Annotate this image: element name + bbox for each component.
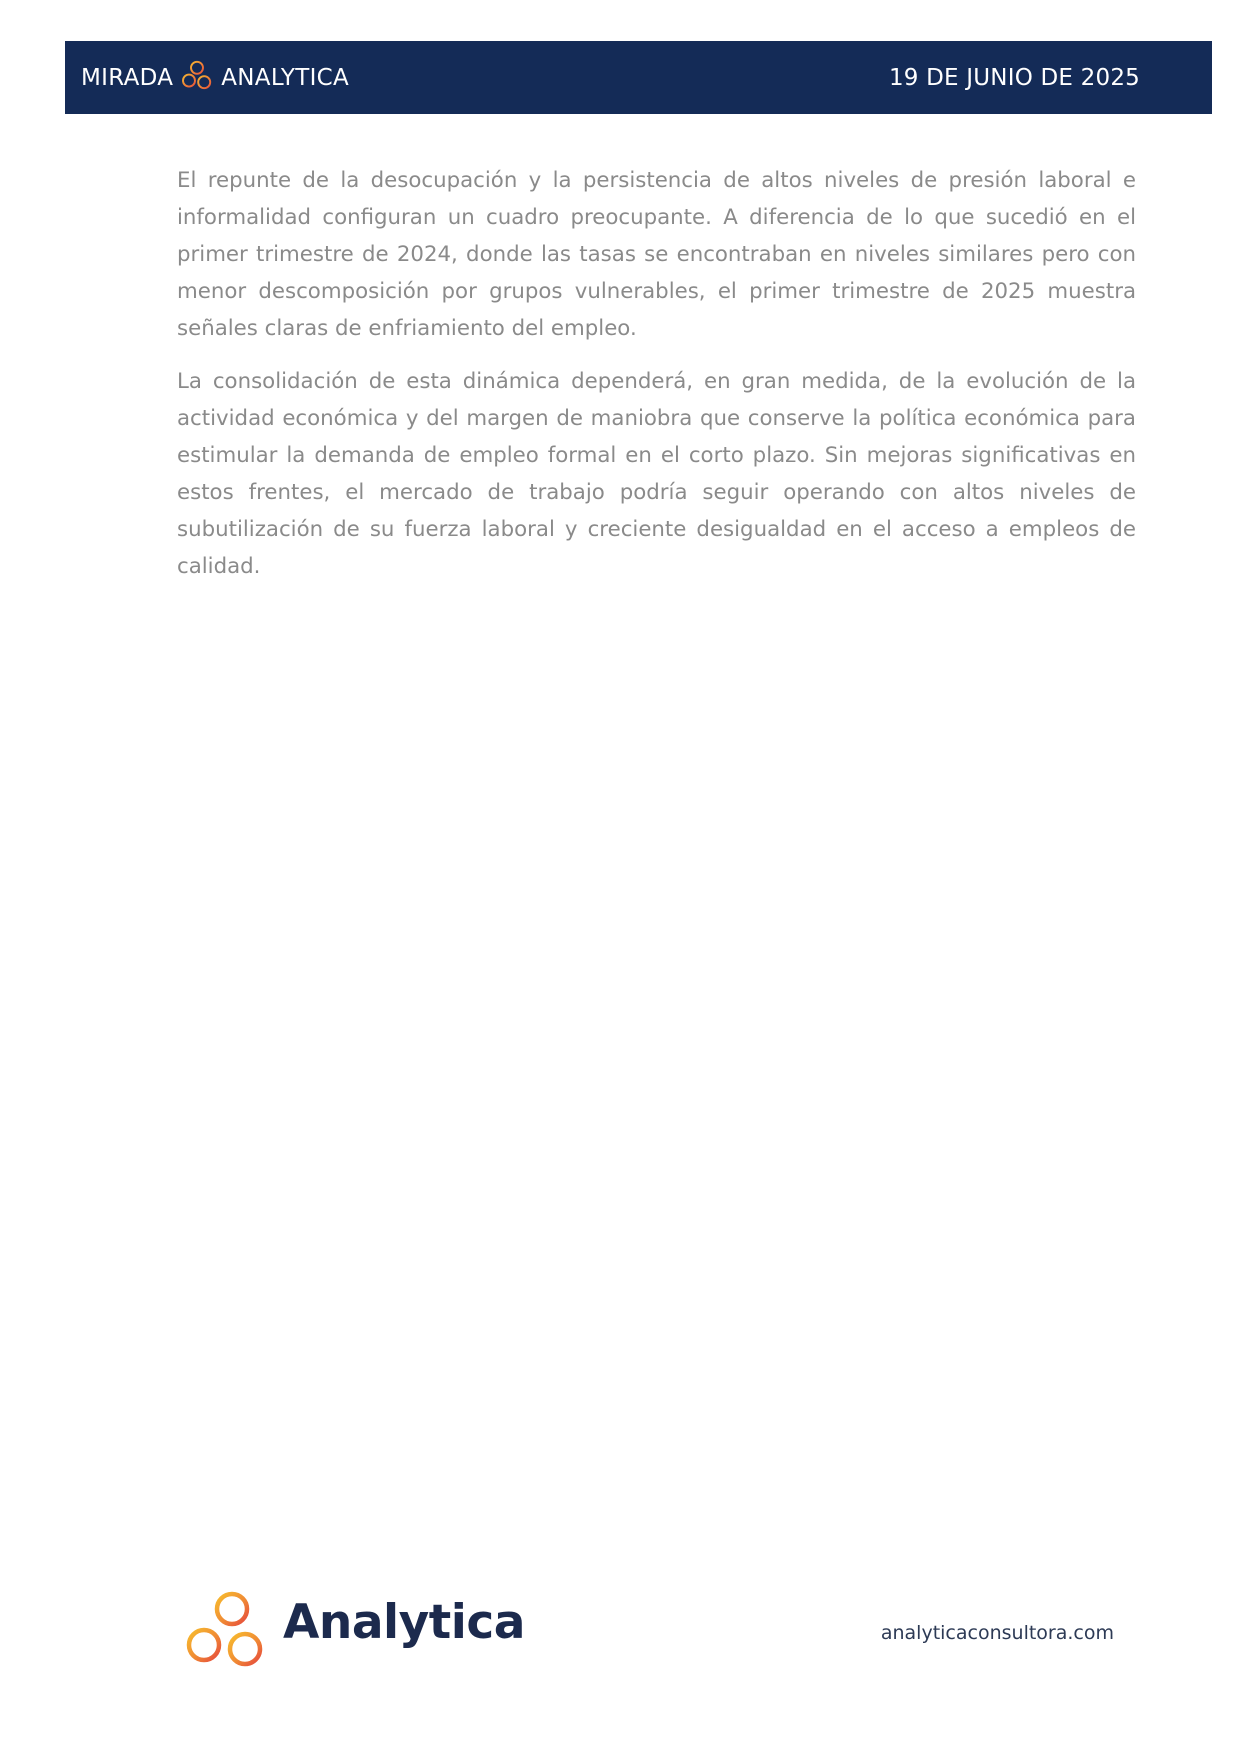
analytica-rings-logo-icon — [181, 59, 213, 91]
body-content — [177, 162, 1136, 601]
footer-url[interactable]: analyticaconsultora.com — [880, 1622, 1114, 1644]
paragraph-1: El repunte de la desocupación y la persistencia de altos niveles de presión laboral e informalidad configuran un cuadro preocupante. A diferencia de lo que sucedió en el primer trimestre de 2024, donde las tasas se encontraban en niveles similares pero con menor descomposición por grupos vulnerables, el primer trimestre de 2025 muestra señales claras de enfriamiento del empleo. — [177, 168, 1136, 341]
footer-logo — [185, 1590, 525, 1670]
header-date: 19 DE JUNIO DE 2025 — [888, 64, 1140, 91]
header-brand-left: MIRADA — [81, 64, 174, 91]
header-brand-right: ANALYTICA — [221, 64, 350, 91]
footer-wordmark: Analytica — [283, 1594, 525, 1650]
header-brand — [81, 41, 349, 114]
header-bar — [65, 41, 1212, 114]
paragraph-2: La consolidación de esta dinámica dependerá, en gran medida, de la evolución de la actividad económica y del margen de maniobra que conserve la política económica para estimular la demanda de empleo formal en el corto plazo. Sin mejoras significativas en estos frentes, el mercado de trabajo podría seguir operando con altos niveles de subutilización de su fuerza laboral y creciente desigualdad en el acceso a empleos de calidad. — [177, 369, 1136, 579]
analytica-rings-logo-icon — [185, 1589, 271, 1671]
